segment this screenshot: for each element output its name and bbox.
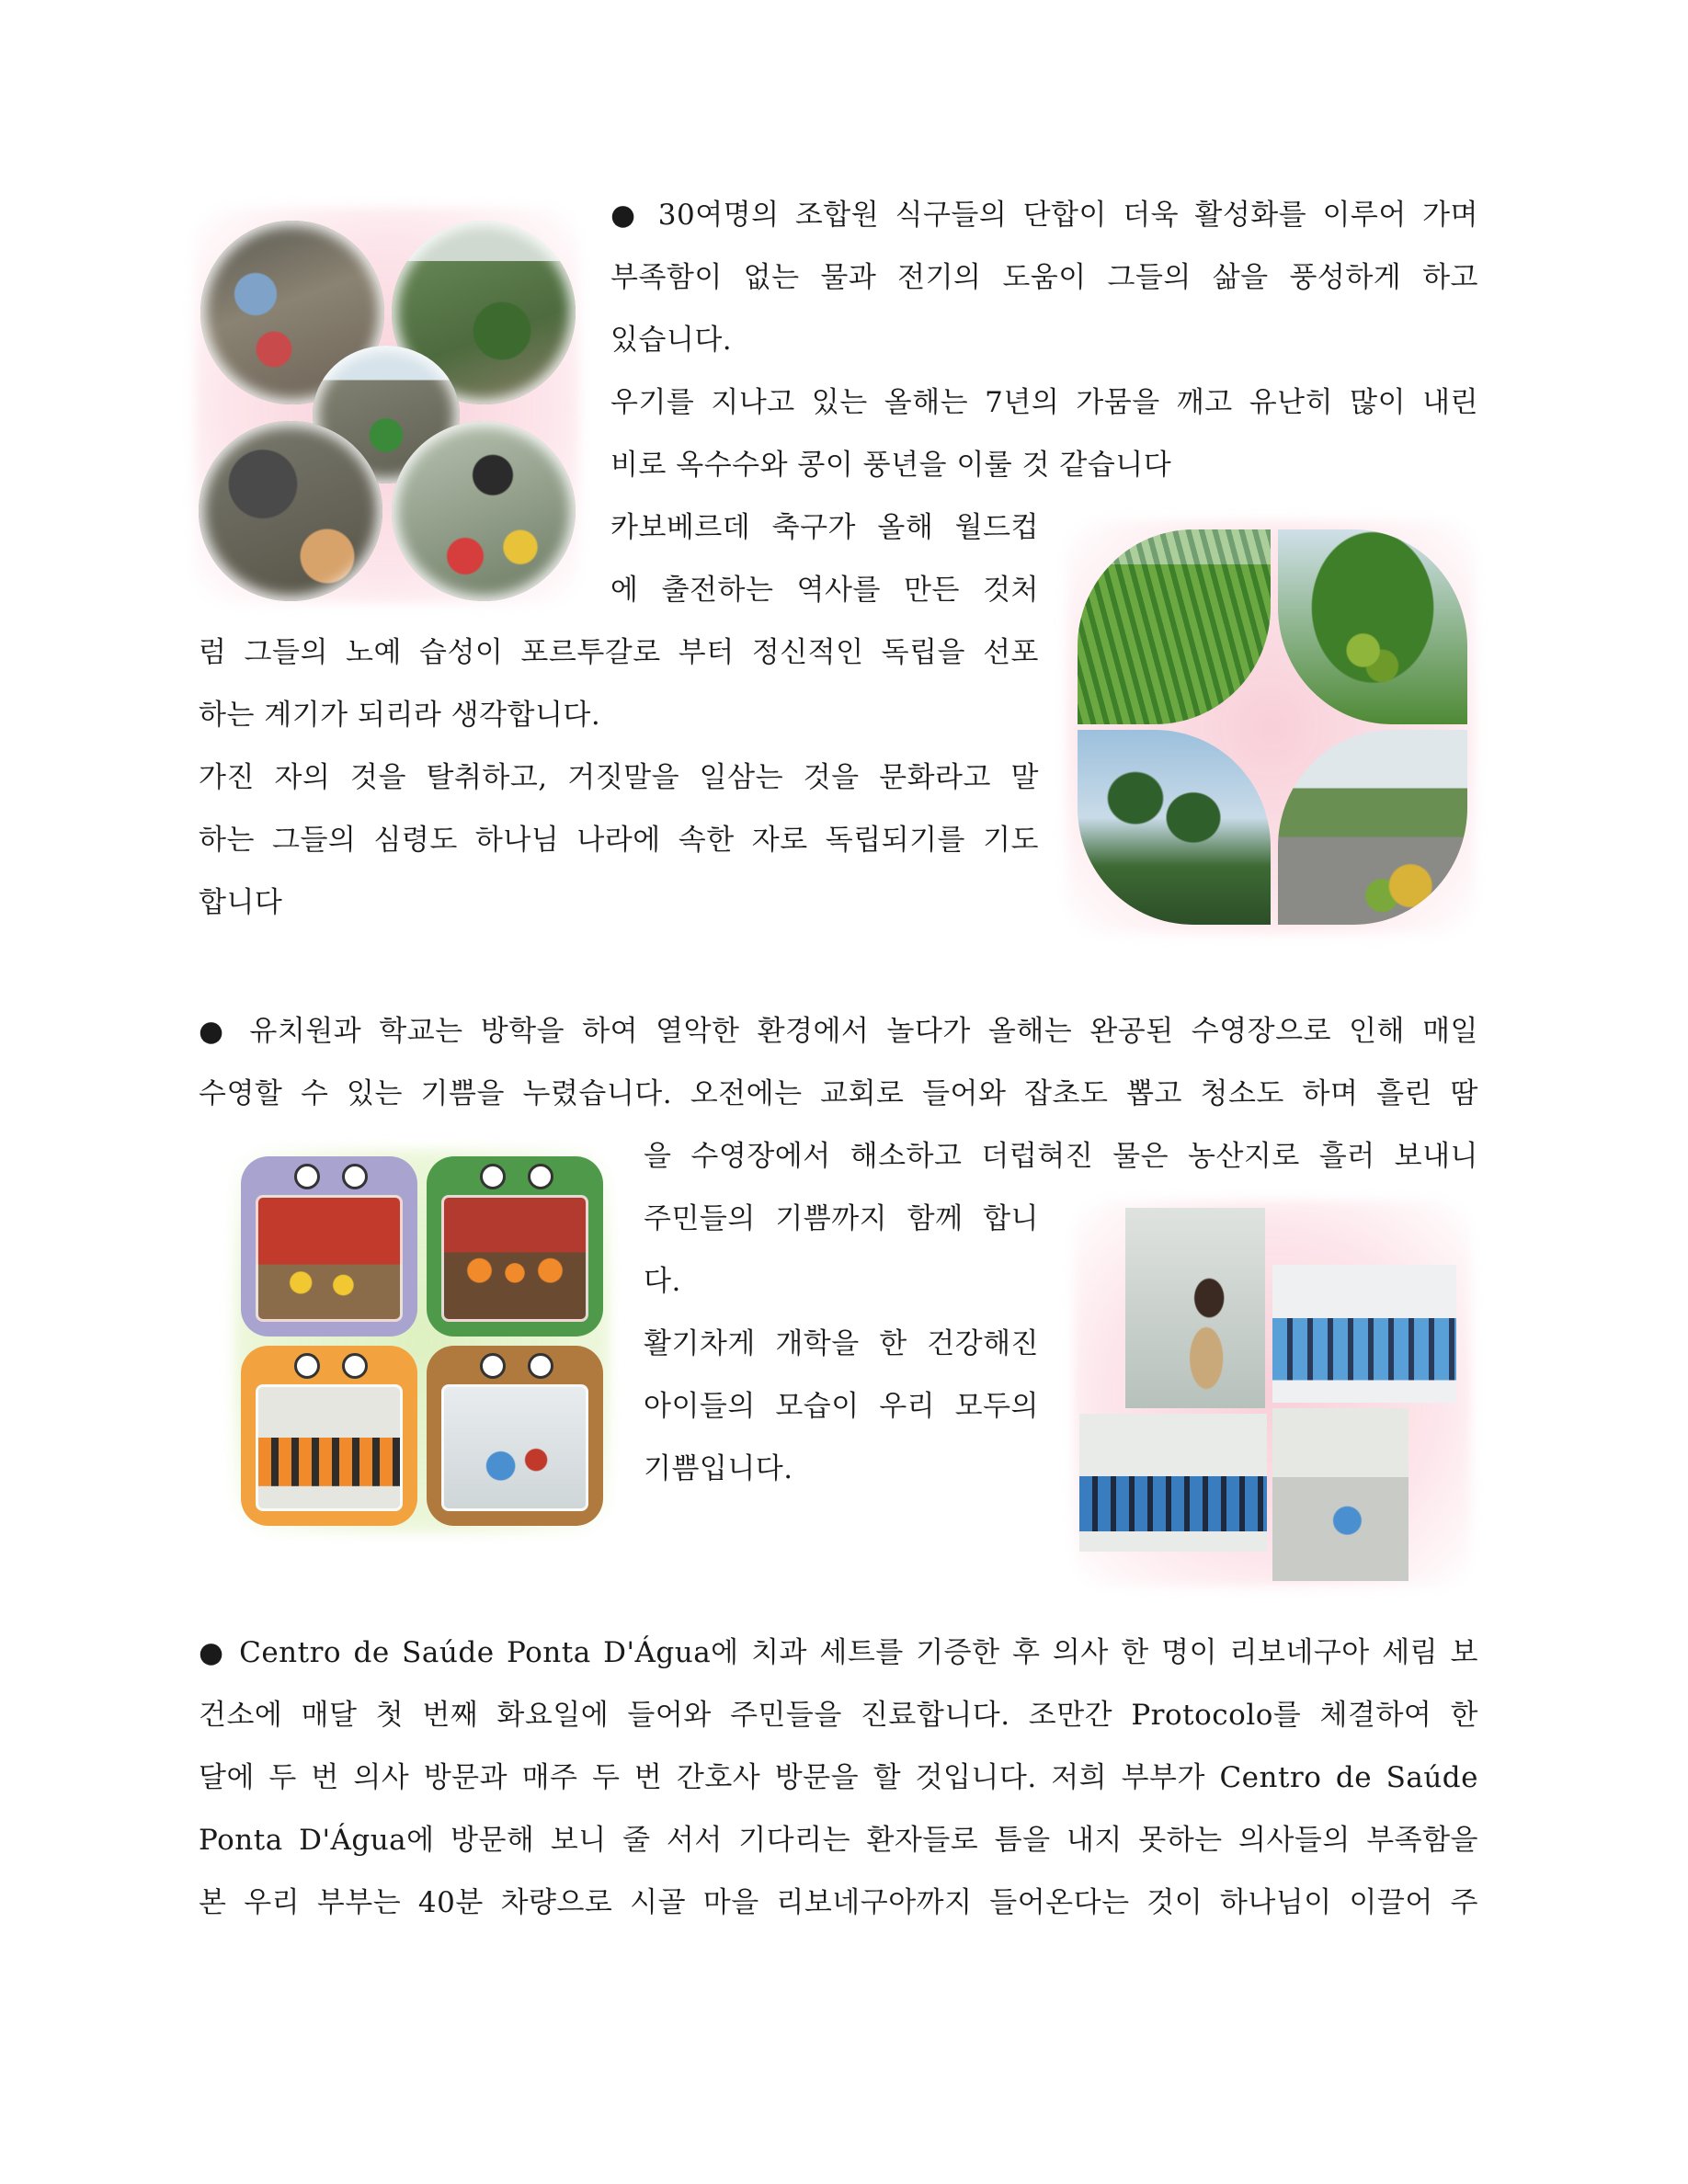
photo-classroom-desks [1272,1408,1409,1581]
owl-eye-icon [342,1164,368,1189]
bear-eye-icon [480,1353,506,1379]
text-line: 본 우리 부부는 40분 차량으로 시골 마을 리보네구아까지 들어온다는 것이 하나님이 이끌어 주 [199,1886,1478,1919]
text-line: ● 유치원과 학교는 방학을 하여 열악한 환경에서 놀다가 올해는 완공된 수영장으로 인해 매일 [199,1015,1478,1048]
frog-eye-icon [528,1164,553,1189]
text-line: 카보베르데 축구가 올해 월드컵 [610,511,1039,544]
frog-frame [427,1156,603,1337]
text-line: 럼 그들의 노예 습성이 포르투갈로 부터 정신적인 독립을 선포 [199,636,1039,669]
farm-photo-collage [1066,520,1475,934]
photo-kids-group-1 [256,1195,403,1322]
text-line: 기쁨입니다. [644,1452,793,1485]
photo-kids-group-2 [441,1195,588,1322]
cooking-photo-collage [195,208,579,603]
text-line: Ponta D'Água에 방문해 보니 줄 서서 기다리는 환자들로 틈을 내지 못하는 의사들의 부족함을 [199,1824,1478,1857]
text-line: 수영할 수 있는 기쁨을 누렸습니다. 오전에는 교회로 들어와 잡초도 뽑고 청소도 하며 흘린 땀 [199,1077,1478,1110]
kindergarten-photo-collage [234,1149,610,1533]
owl-frame [241,1156,417,1337]
owl-eye-icon [294,1164,320,1189]
text-line: ● Centro de Saúde Ponta D'Água에 치과 세트를 기증한 후 의사 한 명이 리보네구아 세림 보 [199,1636,1478,1669]
text-line: 을 수영장에서 해소하고 더럽혀진 물은 농산지로 흘러 보내니 [644,1140,1478,1173]
text-line: 비로 옥수수와 콩이 풍년을 이룰 것 같습니다 [610,449,1172,482]
text-line: 합니다 [199,886,283,919]
frog-eye-icon [480,1164,506,1189]
text-line: 우기를 지나고 있는 올해는 7년의 가뭄을 깨고 유난히 많이 내린 [610,386,1478,419]
text-line: 아이들의 모습이 우리 모두의 [644,1390,1039,1423]
photo-woman-cooking [199,421,382,601]
photo-kids-group-3 [256,1384,403,1511]
bear-eye-icon [528,1353,553,1379]
fox-frame [241,1346,417,1526]
text-line: 하는 그들의 심령도 하나님 나라에 속한 자로 독립되기를 기도 [199,824,1039,857]
text-line: ● 30여명의 조합원 식구들의 단합이 더욱 활성화를 이루어 가며 [610,199,1478,232]
bear-frame [427,1346,603,1526]
text-line: 주민들의 기쁨까지 함께 합니 [644,1202,1039,1235]
text-line: 달에 두 번 의사 방문과 매주 두 번 간호사 방문을 할 것입니다. 저희 부부가 Centro de Saúde [199,1761,1478,1794]
text-line: 가진 자의 것을 탈취하고, 거짓말을 일삼는 것을 문화라고 말 [199,761,1039,794]
photo-students-uniform [1272,1265,1456,1403]
fox-eye-icon [342,1353,368,1379]
fox-eye-icon [294,1353,320,1379]
text-line: 에 출전하는 역사를 만든 것처 [610,574,1039,607]
photo-girl-reading [1125,1208,1265,1408]
text-line: 건소에 매달 첫 번째 화요일에 들어와 주민들을 진료합니다. 조만간 Protocolo를 체결하여 한 [199,1699,1478,1732]
text-line: 부족함이 없는 물과 전기의 도움이 그들의 삶을 풍성하게 하고 [610,261,1478,294]
photo-students-hall [1079,1414,1267,1552]
text-line: 있습니다. [610,324,733,357]
text-line: 다. [644,1265,681,1298]
photo-man-cooking [392,421,576,601]
school-photo-collage [1074,1200,1471,1587]
text-line: 하는 계기가 되리라 생각합니다. [199,699,601,732]
photo-classroom-activity [441,1384,588,1511]
text-line: 활기차게 개학을 한 건강해진 [644,1327,1039,1360]
